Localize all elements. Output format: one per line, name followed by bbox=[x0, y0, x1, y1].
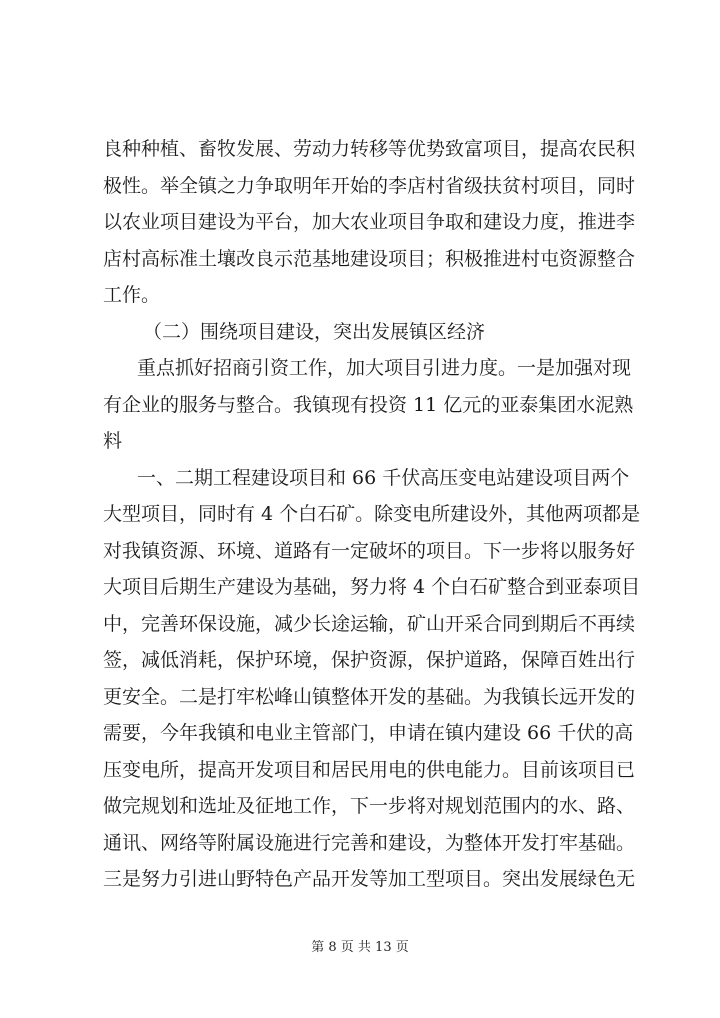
text-line: 需要，今年我镇和电业主管部门，申请在镇内建设 66 千伏的高 bbox=[103, 722, 634, 744]
text-line: 签，减低消耗，保护环境，保护资源，保护道路，保障百姓出行 bbox=[103, 649, 636, 671]
text-line: 大项目后期生产建设为基础，努力将 4 个白石矿整合到亚泰项目 bbox=[103, 576, 641, 598]
text-line: 工作。 bbox=[103, 284, 161, 306]
text-line: 料 bbox=[103, 430, 123, 452]
text-line: 压变电所，提高开发项目和居民用电的供电能力。目前该项目已 bbox=[103, 758, 636, 781]
text-line: 通讯、网络等附属设施进行完善和建设，为整体开发打牢基础。 bbox=[103, 831, 636, 854]
text-line: 大型项目，同时有 4 个白石矿。除变电所建设外，其他两项都是 bbox=[103, 503, 641, 525]
section-heading: （二）围绕项目建设，突出发展镇区经济 bbox=[143, 320, 486, 343]
text-line: 店村高标准土壤改良示范基地建设项目；积极推进村屯资源整合 bbox=[103, 247, 636, 270]
text-line: 更安全。二是打牢松峰山镇整体开发的基础。为我镇长远开发的 bbox=[103, 685, 636, 708]
text-line: 三是努力引进山野特色产品开发等加工型项目。突出发展绿色无 bbox=[103, 868, 636, 890]
text-line: 以农业项目建设为平台，加大农业项目争取和建设力度，推进李 bbox=[103, 211, 636, 233]
page-number-footer: 第 8 页 共 13 页 bbox=[311, 940, 409, 955]
text-line: 极性。举全镇之力争取明年开始的李店村省级扶贫村项目，同时 bbox=[103, 174, 636, 197]
text-line: 重点抓好招商引资工作，加大项目引进力度。一是加强对现 bbox=[137, 357, 632, 379]
document-body bbox=[103, 133, 641, 900]
text-line: 一、二期工程建设项目和 66 千伏高压变电站建设项目两个 bbox=[137, 466, 630, 489]
text-line: 良种种植、畜牧发展、劳动力转移等优势致富项目，提高农民积 bbox=[103, 138, 636, 160]
text-line: 对我镇资源、环境、道路有一定破坏的项目。下一步将以服务好 bbox=[103, 539, 636, 562]
text-line: 做完规划和选址及征地工作，下一步将对规划范围内的水、路、 bbox=[103, 795, 636, 817]
text-line: 有企业的服务与整合。我镇现有投资 11 亿元的亚泰集团水泥熟 bbox=[103, 393, 634, 416]
text-line: 中，完善环保设施，减少长途运输，矿山开采合同到期后不再续 bbox=[103, 612, 636, 635]
